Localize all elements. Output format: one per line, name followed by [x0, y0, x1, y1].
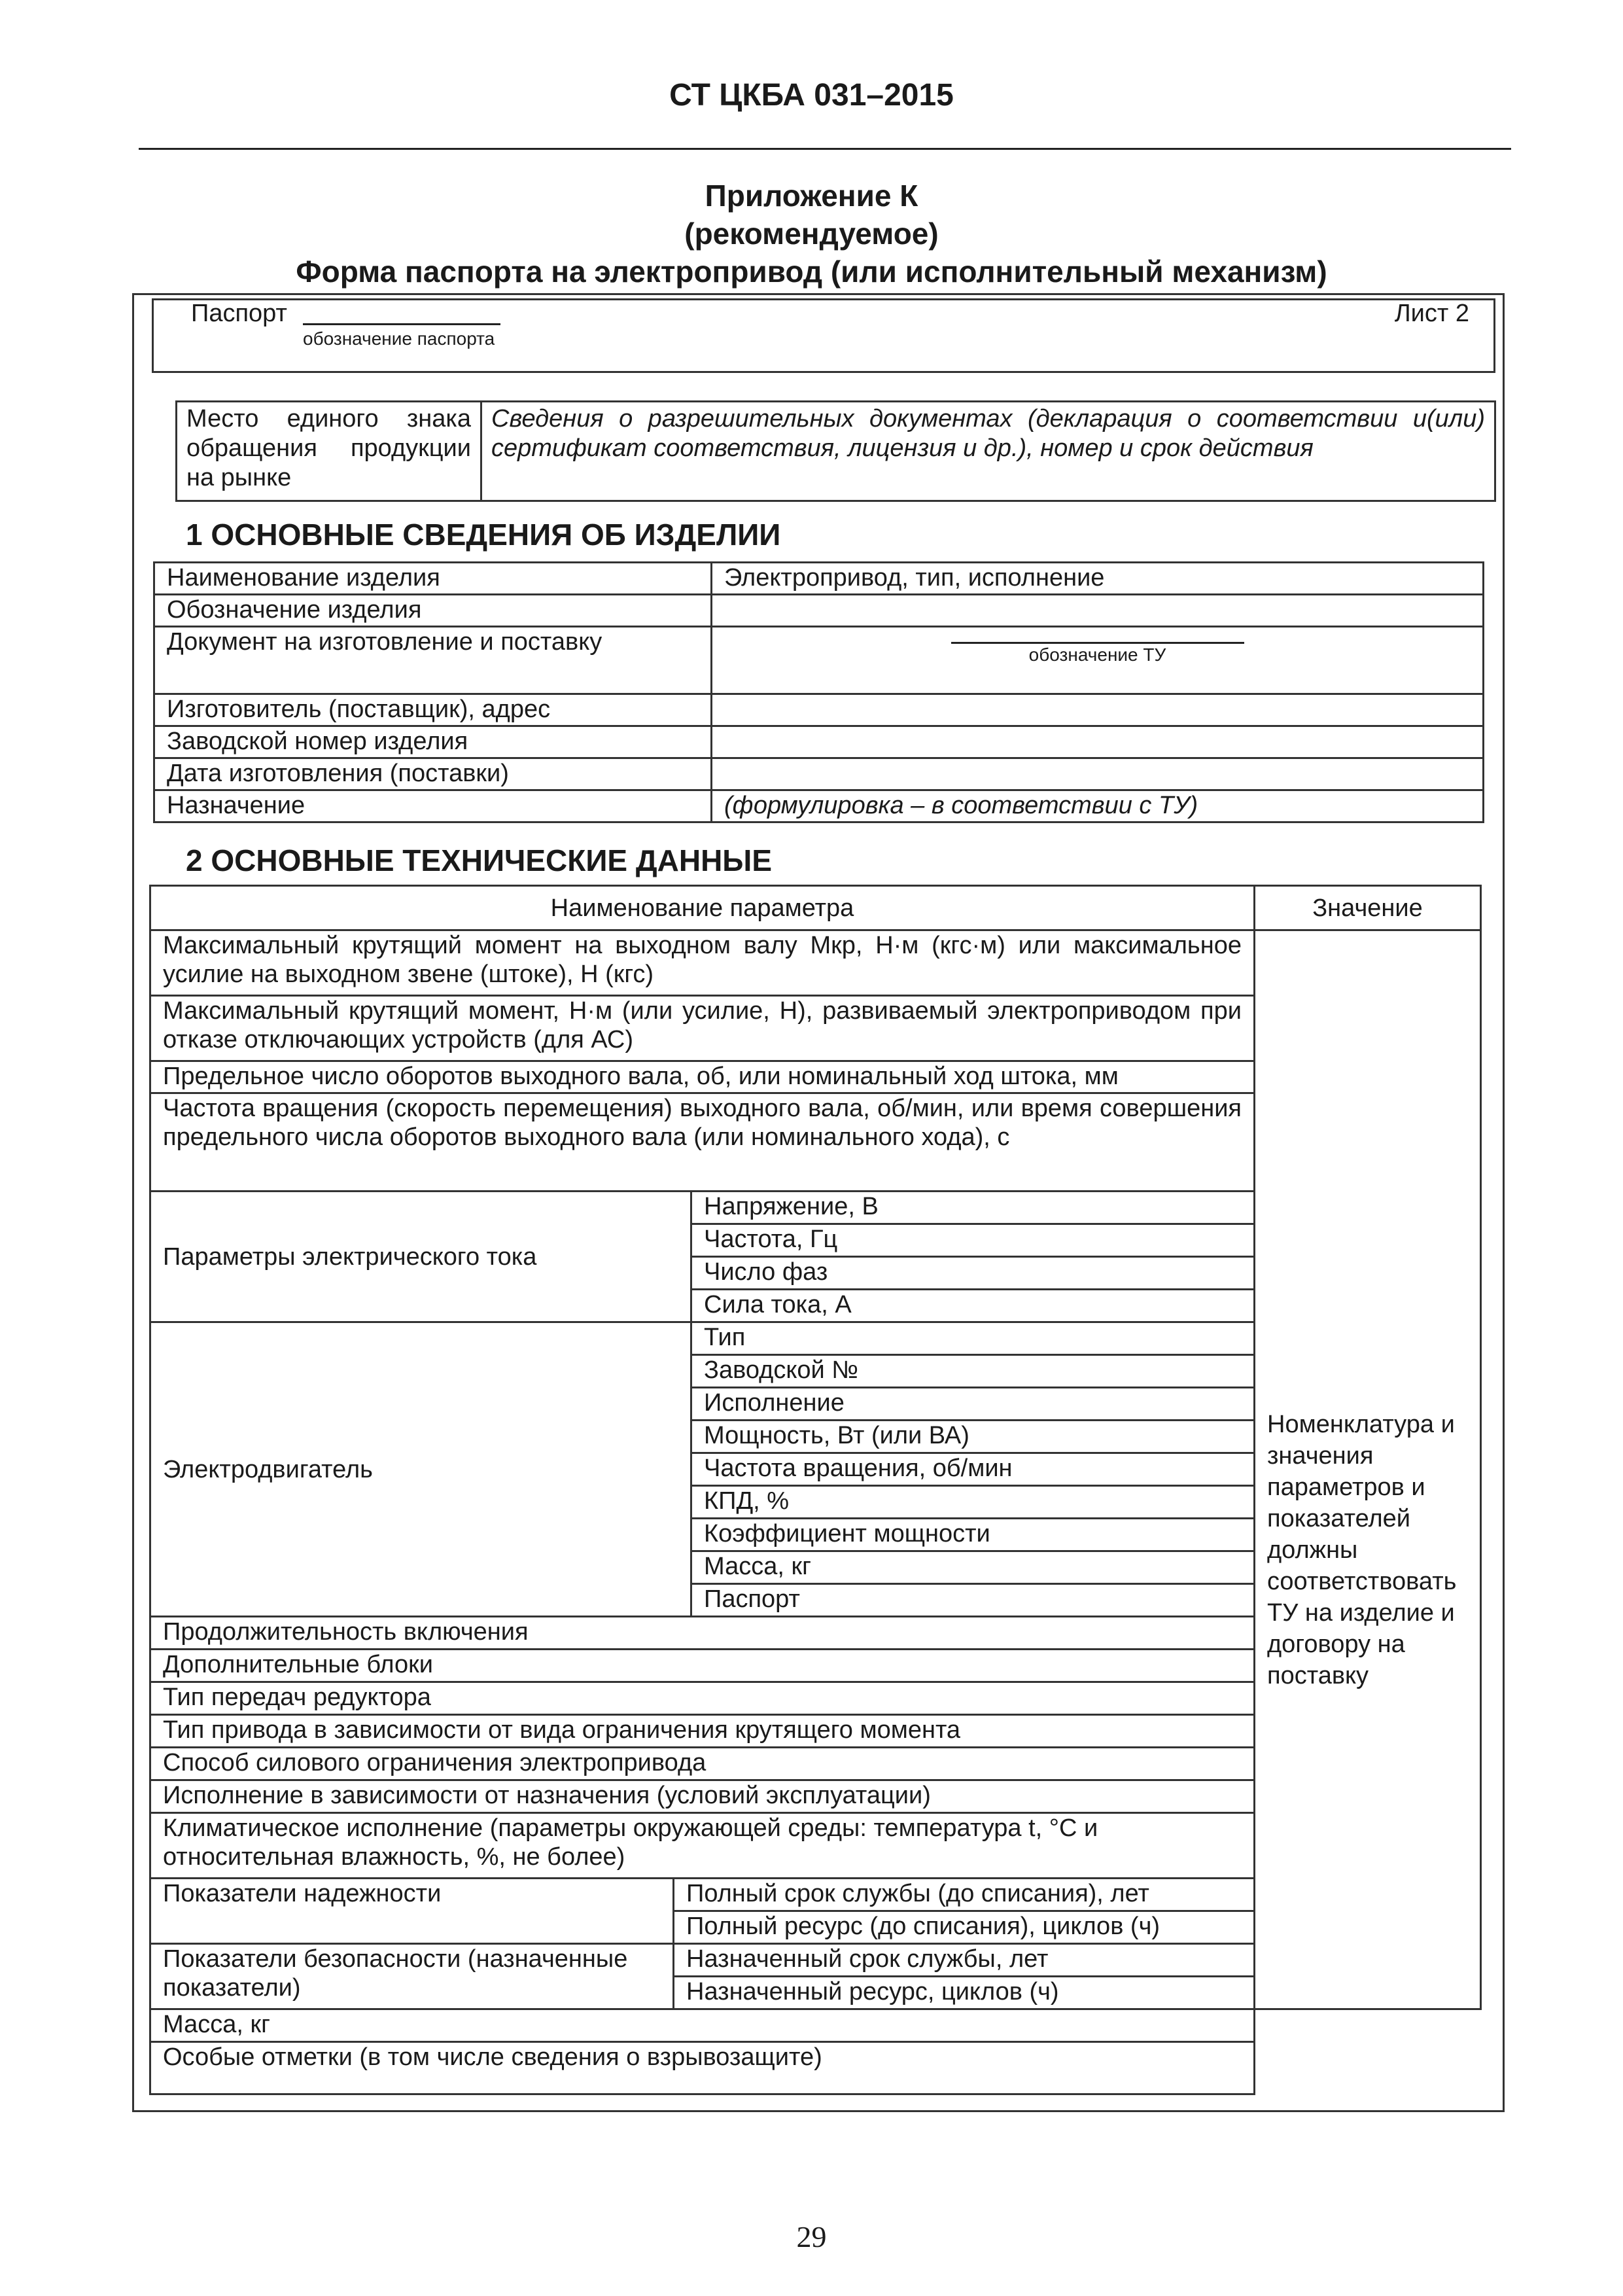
conformity-table [175, 400, 1496, 502]
table-row: Максимальный крутящий момент на выходном валу Мкр, Н·м (кгс·м) или максимальное усилие на выходном звене (штоке), Н (кгс) [150, 930, 1255, 996]
passport-number-line [303, 323, 500, 325]
table-row-label: Изготовитель (поставщик), адрес [154, 694, 712, 726]
tu-cell [712, 627, 1484, 694]
motor-param: Коэффициент мощности [691, 1519, 1255, 1551]
reliability-param: Полный срок службы (до списания), лет [674, 1879, 1255, 1911]
motor-param: Масса, кг [691, 1551, 1255, 1584]
value-column-header: Значение [1255, 886, 1481, 930]
table-row: Исполнение в зависимости от назначения (условий эксплуатации) [150, 1780, 1255, 1813]
passport-label: Паспорт [191, 300, 287, 327]
table-row: Особые отметки (в том числе сведения о взрывозащите) [150, 2042, 1255, 2094]
table-row-label: Назначение [154, 790, 712, 822]
table-row: Частота вращения (скорость перемещения) выходного вала, об/мин, или время совершения предельного числа оборотов выходного вала (или номинального хода), с [150, 1093, 1255, 1192]
table-row-label: Документ на изготовление и поставку [154, 627, 712, 694]
safety-group-label: Показатели безопасности (назначенные показатели) [150, 1944, 674, 2009]
tu-caption: обозначение ТУ [1028, 645, 1166, 665]
table-row: Предельное число оборотов выходного вала, об, или номинальный ход штока, мм [150, 1061, 1255, 1093]
table-row-value: Электропривод, тип, исполнение [712, 563, 1484, 595]
product-info-table [153, 561, 1484, 823]
reliability-group-label: Показатели надежности [150, 1879, 674, 1944]
standard-header: СТ ЦКБА 031–2015 [669, 78, 954, 113]
electric-param: Частота, Гц [691, 1224, 1255, 1257]
value-note-cell [1255, 930, 1481, 2009]
electric-param: Число фаз [691, 1257, 1255, 1290]
reliability-param: Полный ресурс (до списания), циклов (ч) [674, 1911, 1255, 1944]
table-row-value [712, 758, 1484, 790]
param-column-header: Наименование параметра [150, 886, 1255, 930]
motor-param: КПД, % [691, 1486, 1255, 1519]
motor-param: Частота вращения, об/мин [691, 1453, 1255, 1486]
conformity-info-cell: Сведения о разрешительных документах (декларация о соответствии и(или) сертификат соответствия, лицензия и др.), номер и срок действия [481, 402, 1495, 501]
safety-param: Назначенный ресурс, циклов (ч) [674, 1977, 1255, 2009]
section1-title: 1 ОСНОВНЫЕ СВЕДЕНИЯ ОБ ИЗДЕЛИИ [186, 518, 781, 552]
electric-param: Сила тока, А [691, 1290, 1255, 1322]
electric-group-label: Параметры электрического тока [150, 1192, 691, 1322]
appendix-title: Приложение К [705, 179, 918, 213]
table-row: Масса, кг [150, 2009, 1255, 2042]
table-row: Тип привода в зависимости от вида ограничения крутящего момента [150, 1715, 1255, 1748]
table-row: Способ силового ограничения электропривода [150, 1748, 1255, 1780]
passport-caption: обозначение паспорта [303, 328, 495, 349]
safety-param: Назначенный срок службы, лет [674, 1944, 1255, 1977]
section2-title: 2 ОСНОВНЫЕ ТЕХНИЧЕСКИЕ ДАННЫЕ [186, 843, 773, 877]
tech-data-table [149, 885, 1482, 2095]
motor-group-label: Электродвигатель [150, 1322, 691, 1617]
electric-param: Напряжение, В [691, 1192, 1255, 1224]
table-row-label: Наименование изделия [154, 563, 712, 595]
table-row: Тип передач редуктора [150, 1682, 1255, 1715]
header-rule [139, 148, 1511, 150]
table-row-value [712, 694, 1484, 726]
value-note: Номенклатура и значения параметров и показателей должны соответствовать ТУ на изделие и договору на поставку [1267, 1411, 1457, 1689]
page-number: 29 [796, 2220, 827, 2253]
table-row-value [712, 595, 1484, 627]
table-row: Продолжительность включения [150, 1617, 1255, 1650]
motor-param: Паспорт [691, 1584, 1255, 1617]
table-row-label: Обозначение изделия [154, 595, 712, 627]
table-row: Дополнительные блоки [150, 1650, 1255, 1682]
table-row-label: Заводской номер изделия [154, 726, 712, 758]
appendix-status: (рекомендуемое) [684, 217, 939, 251]
sheet-number: Лист 2 [1394, 300, 1469, 327]
form-title: Форма паспорта на электропривод (или исполнительный механизм) [296, 255, 1327, 289]
motor-param: Тип [691, 1322, 1255, 1355]
table-row-value [712, 726, 1484, 758]
motor-param: Исполнение [691, 1388, 1255, 1421]
motor-param: Заводской № [691, 1355, 1255, 1388]
table-row-label: Дата изготовления (поставки) [154, 758, 712, 790]
table-row: Максимальный крутящий момент, Н·м (или усилие, Н), развиваемый электроприводом при отказе отключающих устройств (для АС) [150, 996, 1255, 1061]
conformity-mark-cell: Место единого знака обращения продукции на рынке [177, 402, 481, 501]
table-row: Климатическое исполнение (параметры окружающей среды: температура t, °С и относительная влажность, %, не более) [150, 1813, 1255, 1879]
table-row-value: (формулировка – в соответствии с ТУ) [712, 790, 1484, 822]
motor-param: Мощность, Вт (или ВА) [691, 1421, 1255, 1453]
